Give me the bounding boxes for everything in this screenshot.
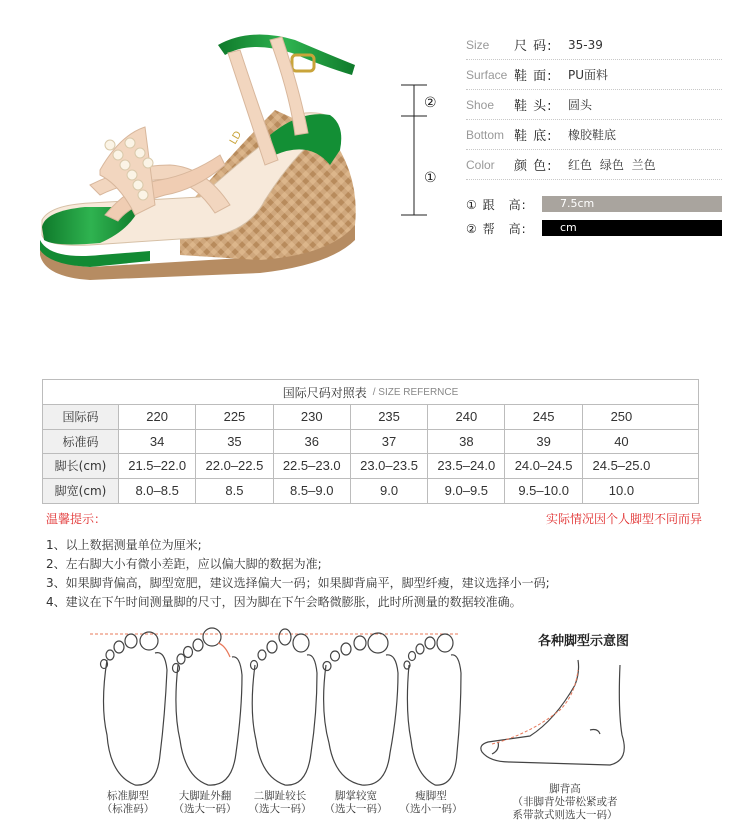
spec-label-cn: 鞋 面: [514,69,553,84]
spec-label-en: Size [466,37,490,52]
spec-value: 橡胶鞋底 [568,128,617,142]
spec-label-en: Surface [466,67,508,82]
spec-value: 圆头 [568,98,593,112]
table-cell: 245 [505,405,582,429]
foot-type-name: 标准脚型 [107,790,149,802]
table-cell: 24.0–24.5 [505,454,582,478]
spec-table [466,30,722,180]
spec-row [466,120,722,150]
spec-label-en: Shoe [466,97,495,112]
foot-type-name: 二脚趾较长 [253,790,307,802]
table-cell: 40 [614,433,629,449]
foot-type-advice: （选大一码） [324,803,388,815]
heel-height-label: ① 跟 高: [466,197,527,212]
table-cell: 39 [505,430,582,454]
spec-value: 红色 绿色 兰色 [568,158,656,172]
note-item: 1、以上数据测量单位为厘米; [46,538,202,552]
table-cell: 250 [610,409,633,425]
table-cell: 35 [196,430,273,454]
upper-height-row [466,220,722,236]
table-cell: 240 [428,405,505,429]
tips-heading: 温馨提示： [46,512,107,526]
spec-row [466,150,722,180]
foot-type-caption [318,790,394,816]
size-table-header [43,380,698,405]
foot-type-advice: （选大一码） [173,803,237,815]
size-table-subtitle: / SIZE REFERNCE [372,386,459,398]
table-cell: 34 [119,430,196,454]
table-row [43,430,698,455]
spec-label-cn: 鞋 头: [514,99,553,114]
instep-caption-title: 脚背高 [549,783,581,795]
table-cell: 23.5–24.0 [428,454,505,478]
spec-label-cn: 尺 码: [514,39,553,54]
spec-row [466,90,722,120]
foot-type-caption [90,790,166,816]
table-cell: 9.0 [351,479,428,504]
table-cell: 36 [274,430,351,454]
table-cell: 9.0–9.5 [428,479,505,504]
instep-caption-line: （非脚背处带松紧或者 [512,796,618,808]
marker-heel-height: ① [424,170,437,186]
spec-value: 35-39 [568,37,603,52]
table-row [43,479,698,504]
note-item: 3、如果脚背偏高，脚型宽肥，建议选择偏大一码；如果脚背扁平，脚型纤瘦，建议选择小一码; [46,576,550,590]
spec-label-en: Bottom [466,127,505,142]
table-row [43,454,698,479]
instep-side-view [470,650,640,790]
table-cell: 235 [351,405,428,429]
table-cell: 230 [274,405,351,429]
table-cell: 8.5 [196,479,273,504]
table-cell: 8.5–9.0 [274,479,351,504]
foot-type-caption [242,790,318,816]
row-label: 国际码 [43,405,119,429]
table-cell: 225 [196,405,273,429]
table-cell: 8.0–8.5 [119,479,196,504]
foot-diagram-title: 各种脚型示意图 [538,634,630,649]
tips-disclaimer: 实际情况因个人脚型不同而异 [545,512,702,526]
spec-label-cn: 颜 色: [514,159,553,174]
spec-row [466,30,722,60]
row-label: 标准码 [43,430,119,454]
upper-height-value: cm [542,220,722,236]
instep-caption [490,783,640,822]
table-cell: 24.5–25.0 [592,458,651,474]
spec-label-en: Color [466,157,495,172]
table-cell: 37 [351,430,428,454]
svg-text:LD: LD [228,129,245,147]
foot-type-name: 大脚趾外翻 [178,790,232,802]
foot-type-name: 瘦脚型 [415,790,447,802]
foot-type-advice: （选大一码） [248,803,312,815]
row-label: 脚长(cm) [43,454,119,478]
foot-type-caption [393,790,469,816]
size-reference-table [42,379,699,504]
foot-type-advice: （标准码） [101,803,155,815]
spec-value: PU面料 [568,68,609,82]
foot-type-advice: （选小一码） [399,803,463,815]
note-item: 4、建议在下午时间测量脚的尺寸，因为脚在下午会略微膨胀，此时所测量的数据较准确。 [46,595,522,609]
heel-height-row [466,196,722,212]
note-item: 2、左右脚大小有微小差距，应以偏大脚的数据为准; [46,557,322,571]
foot-type-caption [167,790,243,816]
table-cell: 220 [119,405,196,429]
table-cell: 22.5–23.0 [274,454,351,478]
row-label: 脚宽(cm) [43,479,119,504]
table-cell: 9.5–10.0 [505,479,582,504]
heel-height-value: 7.5cm [542,196,722,212]
table-cell: 38 [428,430,505,454]
table-cell: 21.5–22.0 [119,454,196,478]
table-cell: 22.0–22.5 [196,454,273,478]
instep-caption-line: 系带款式则选大一码） [512,809,618,821]
size-table-title: 国际尺码对照表 [282,385,367,400]
table-cell: 23.0–23.5 [351,454,428,478]
spec-label-cn: 鞋 底: [514,129,553,144]
foot-type-name: 脚掌较宽 [335,790,377,802]
table-cell: 10.0 [608,483,635,499]
measurement-notes [46,536,550,612]
marker-upper-height: ② [424,95,437,111]
upper-height-label: ② 帮 高: [466,221,527,236]
product-photo [30,15,385,280]
spec-row [466,60,722,90]
foot-type-diagrams [85,625,475,795]
table-row [43,405,698,430]
height-markers [395,80,445,220]
